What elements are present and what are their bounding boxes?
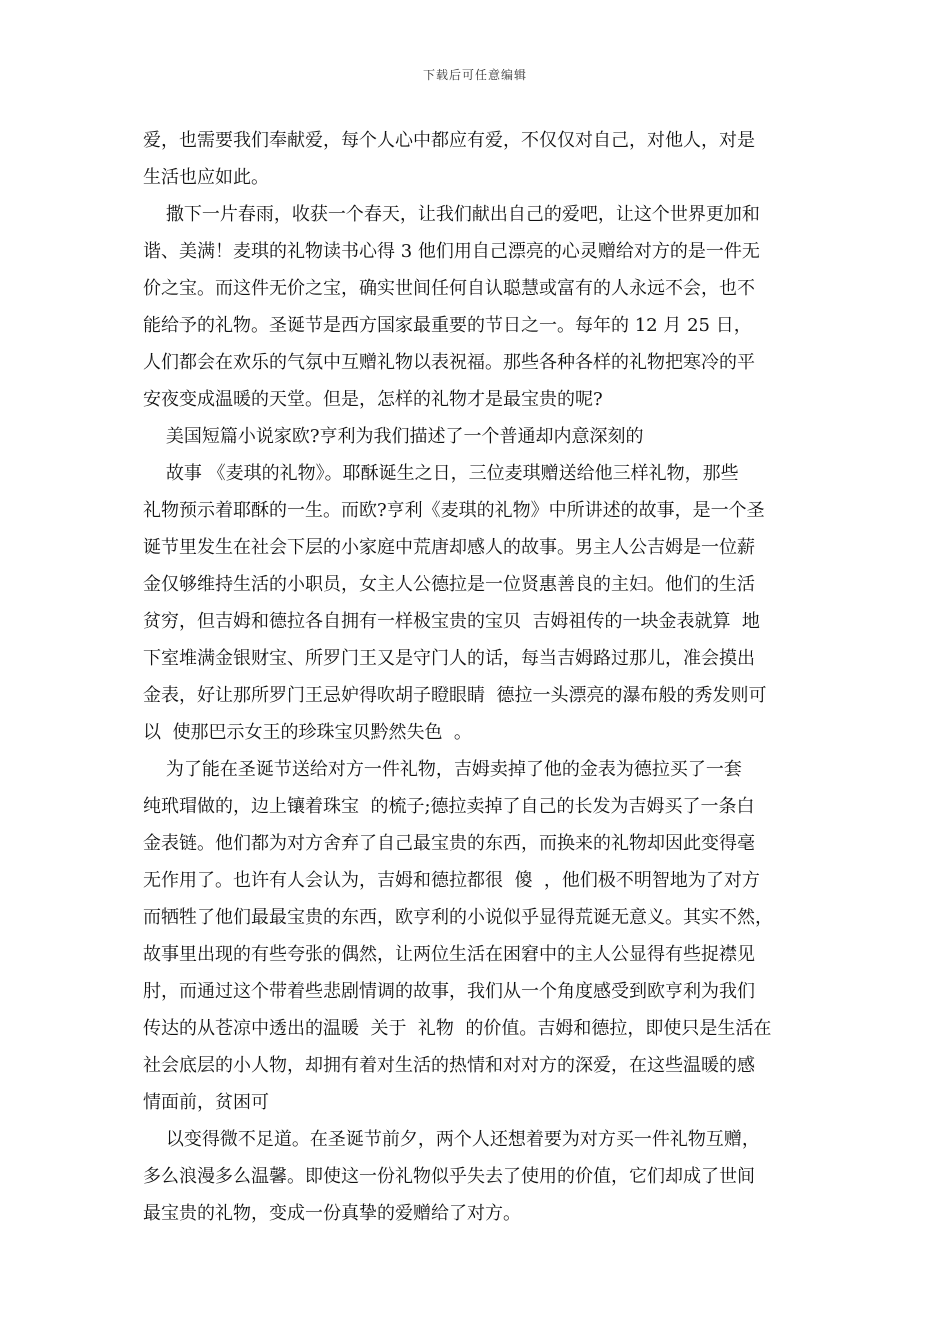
text-line: 传达的从苍凉中透出的温暖 关于 礼物 的价值。吉姆和德拉，即使只是生活在 xyxy=(143,1018,772,1039)
text-line: 爱，也需要我们奉献爱，每个人心中都应有爱，不仅仅对自己，对他人，对是 xyxy=(143,130,755,151)
text-line: 而牺牲了他们最最宝贵的东西，欧亨利的小说似乎显得荒诞无意义。其实不然， xyxy=(143,907,773,928)
text-line: 金仅够维持生活的小职员，女主人公德拉是一位贤惠善良的主妇。他们的生活 xyxy=(143,574,755,595)
text-line: 以 使那巴示女王的珍珠宝贝黔然失色 。 xyxy=(143,722,472,743)
text-line: 纯玳瑁做的，边上镶着珠宝 的梳子;德拉卖掉了自己的长发为吉姆买了一条白 xyxy=(143,796,755,817)
text-line: 故事 《麦琪的礼物》。耶酥诞生之日，三位麦琪赠送给他三样礼物，那些 xyxy=(143,463,739,484)
text-line: 情面前，贫困可 xyxy=(143,1092,269,1113)
text-line: 生活也应如此。 xyxy=(143,167,269,188)
text-line: 能给予的礼物。圣诞节是西方国家最重要的节日之一。每年的 12 月 25 日， xyxy=(143,315,752,336)
page-header: 下载后可任意编辑 xyxy=(422,68,527,82)
text-line: 人们都会在欢乐的气氛中互赠礼物以表祝福。那些各种各样的礼物把寒冷的平 xyxy=(143,352,755,373)
text-line: 无作用了。也许有人会认为，吉姆和德拉都很 傻 ，他们极不明智地为了对方 xyxy=(143,870,760,891)
text-line: 谐、美满！麦琪的礼物读书心得 3 他们用自己漂亮的心灵赠给对方的是一件无 xyxy=(143,241,760,262)
text-line: 下室堆满金银财宝、所罗门王又是守门人的话，每当吉姆路过那儿，准会摸出 xyxy=(143,648,755,669)
text-line: 为了能在圣诞节送给对方一件礼物，吉姆卖掉了他的金表为德拉买了一套 xyxy=(143,759,742,780)
text-line: 美国短篇小说家欧?亨利为我们描述了一个普通却内意深刻的 xyxy=(143,426,644,447)
text-line: 社会底层的小人物，却拥有着对生活的热情和对对方的深爱，在这些温暖的感 xyxy=(143,1055,755,1076)
text-line: 礼物预示着耶酥的一生。而欧?亨利《麦琪的礼物》中所讲述的故事，是一个圣 xyxy=(143,500,765,521)
text-line: 金表链。他们都为对方舍弃了自己最宝贵的东西，而换来的礼物却因此变得毫 xyxy=(143,833,755,854)
text-line: 最宝贵的礼物，变成一份真挚的爱赠给了对方。 xyxy=(143,1203,521,1224)
text-line: 以变得微不足道。在圣诞节前夕，两个人还想着要为对方买一件礼物互赠， xyxy=(143,1129,760,1150)
text-line: 肘，而通过这个带着些悲剧情调的故事，我们从一个角度感受到欧亨利为我们 xyxy=(143,981,755,1002)
text-line: 诞节里发生在社会下层的小家庭中荒唐却感人的故事。男主人公吉姆是一位薪 xyxy=(143,537,755,558)
text-line: 故事里出现的有些夸张的偶然，让两位生活在困窘中的主人公显得有些捉襟见 xyxy=(143,944,755,965)
text-line: 价之宝。而这件无价之宝，确实世间任何自认聪慧或富有的人永远不会，也不 xyxy=(143,278,755,299)
text-line: 贫穷，但吉姆和德拉各自拥有一样极宝贵的宝贝 吉姆祖传的一块金表就算 地 xyxy=(143,611,760,632)
document-body xyxy=(143,122,819,1232)
text-line: 多么浪漫多么温馨。即使这一份礼物似乎失去了使用的价值，它们却成了世间 xyxy=(143,1166,755,1187)
text-line: 安夜变成温暖的天堂。但是，怎样的礼物才是最宝贵的呢? xyxy=(143,389,603,410)
text-line: 金表，好让那所罗门王忌妒得吹胡子瞪眼睛 德拉一头漂亮的瀑布般的秀发则可 xyxy=(143,685,767,706)
text-line: 撒下一片春雨，收获一个春天，让我们献出自己的爱吧，让这个世界更加和 xyxy=(143,204,760,225)
